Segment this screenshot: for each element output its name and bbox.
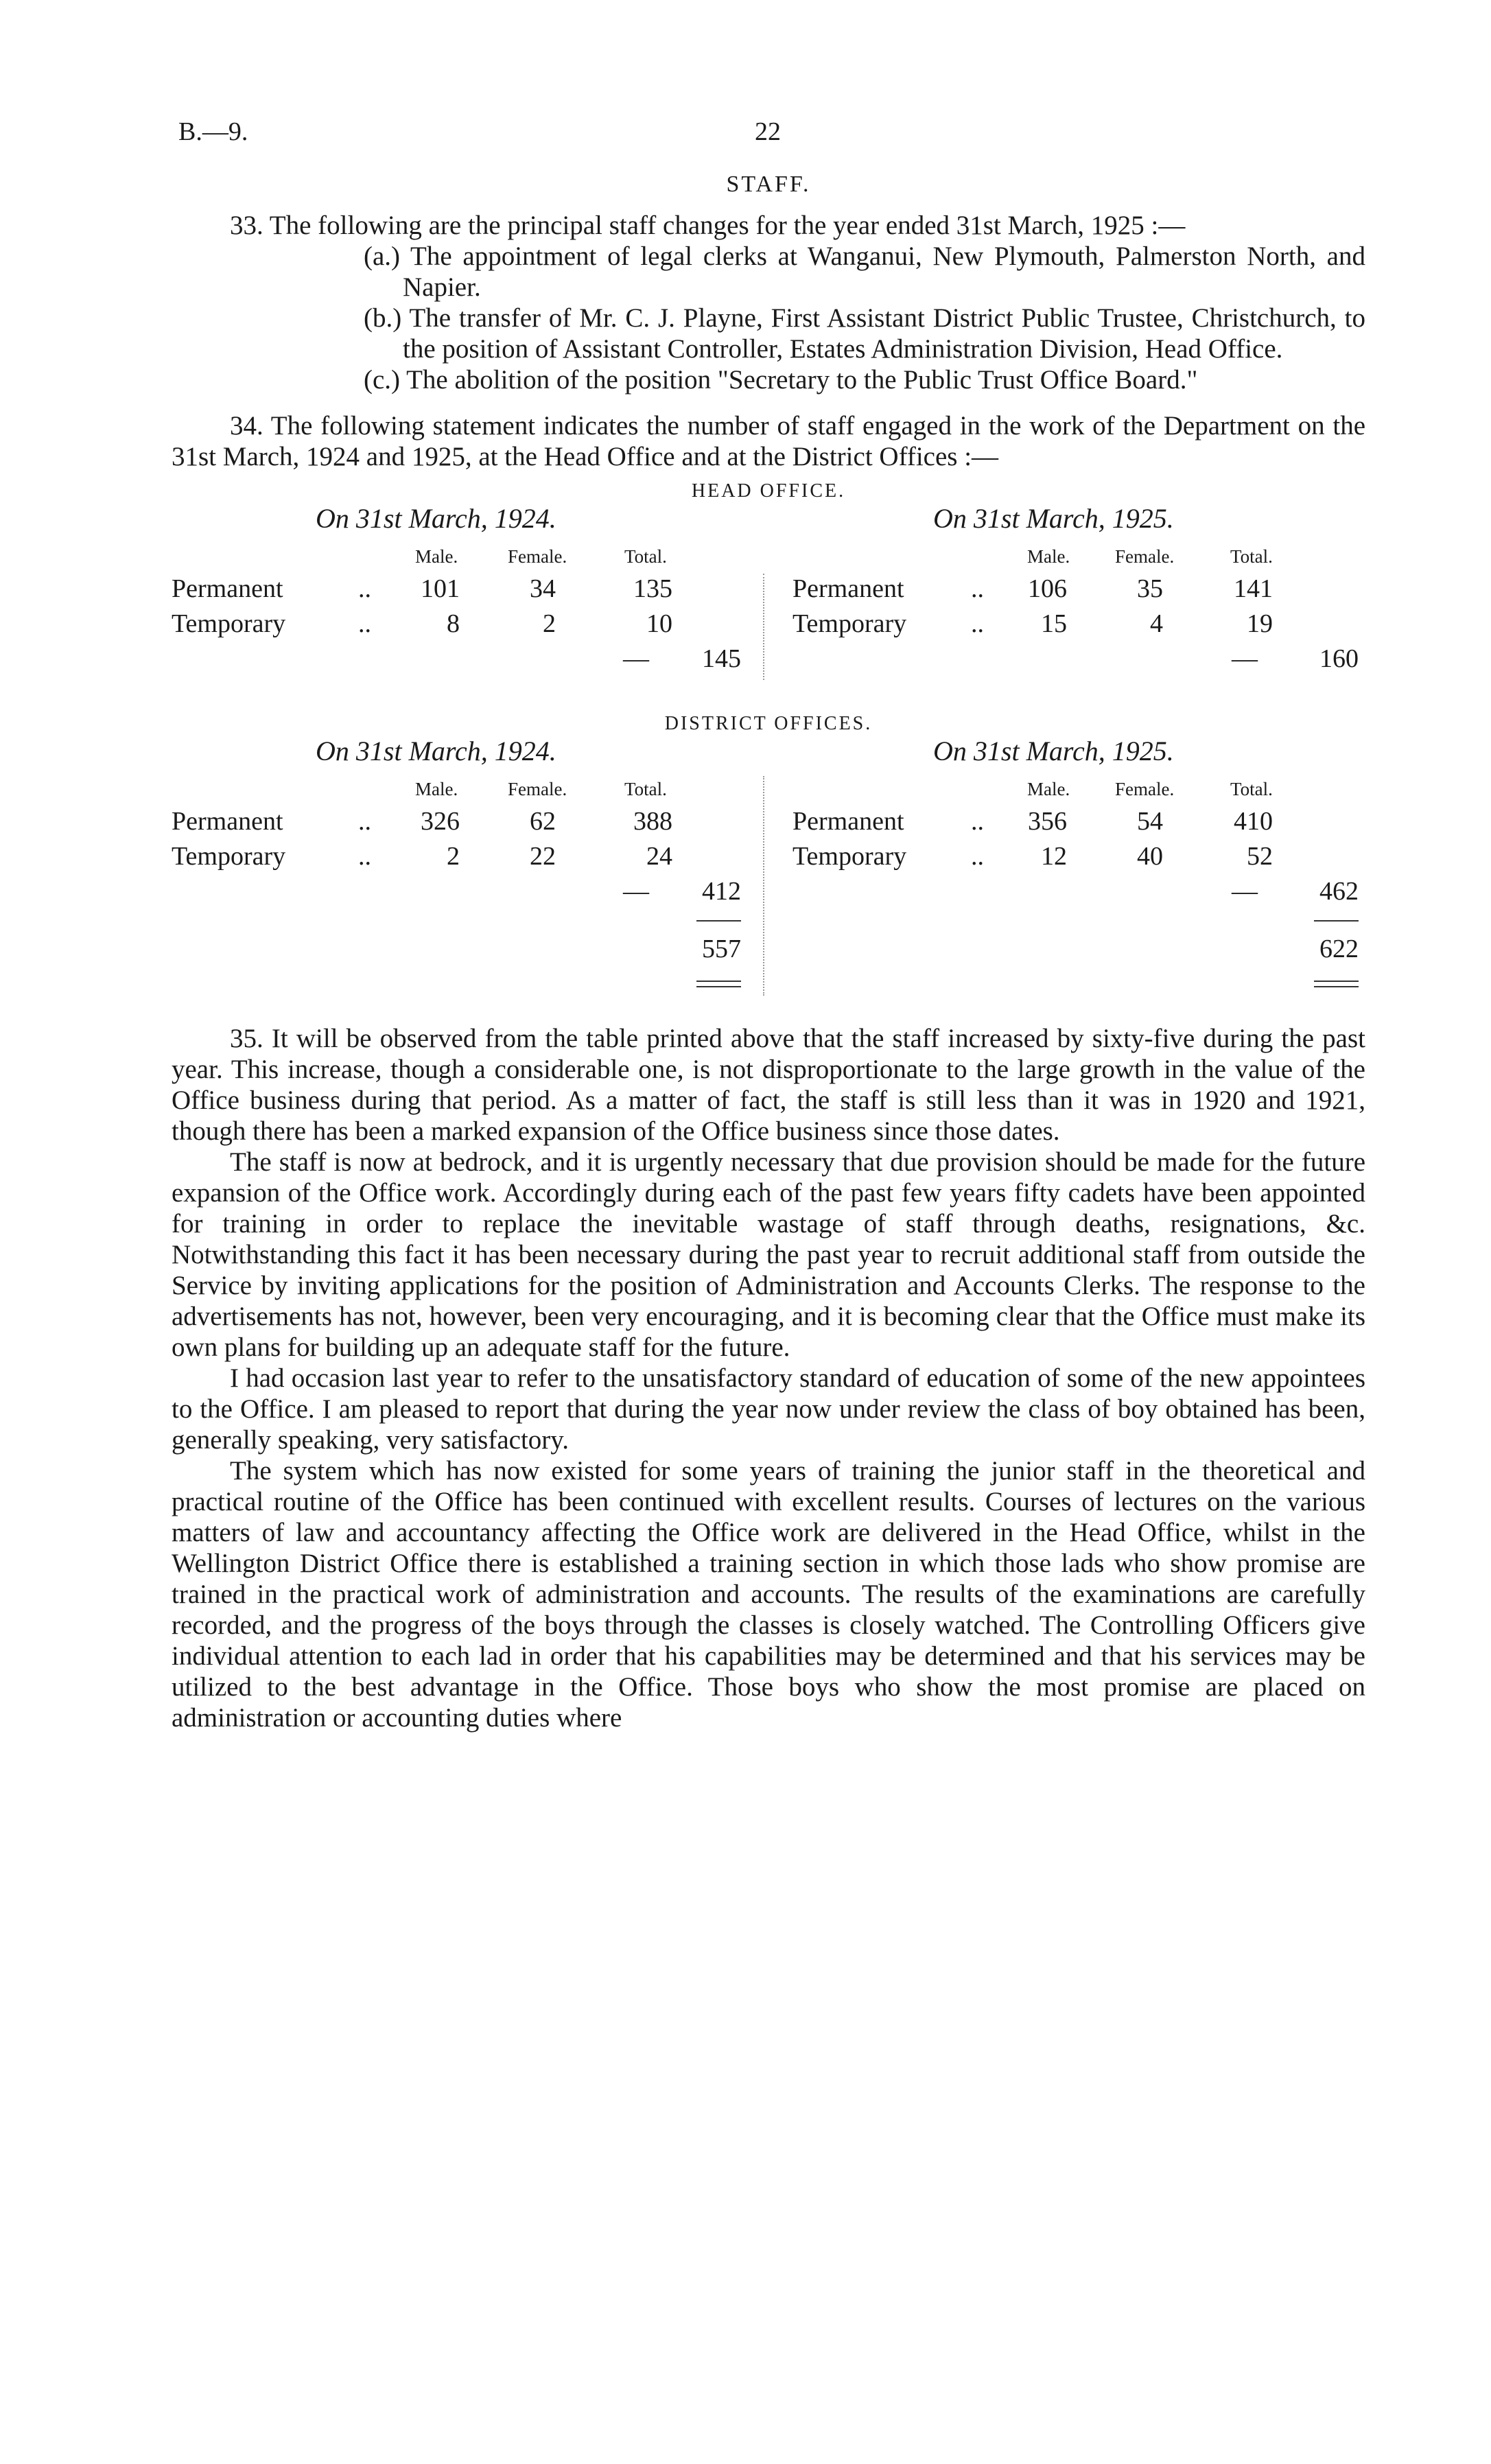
district-right-dash: — — [1232, 877, 1258, 906]
head-left-row-label: Temporary — [172, 609, 286, 638]
para-33-item-a: (a.) The appointment of legal clerks at Wanganui, New Plymouth, Palmerston North, and Napier. — [364, 242, 1365, 302]
column-divider — [763, 574, 764, 680]
district-right-temporary-male: 12 — [1041, 842, 1067, 871]
head-left-permanent-male: 101 — [421, 574, 460, 603]
district-right-temporary-female: 40 — [1137, 842, 1163, 871]
leader-dots: .. — [358, 609, 371, 638]
head-left-caption: On 31st March, 1924. — [316, 503, 556, 534]
report-reference: B.—9. — [178, 117, 248, 146]
head-left-row-label: Permanent — [172, 574, 283, 603]
head-right-col-female: Female. — [1115, 546, 1175, 567]
para-33-intro: 33. The following are the principal staff changes for the year ended 31st March, 1925 :— — [230, 211, 1186, 240]
head-right-col-male: Male. — [1027, 546, 1070, 567]
district-left-caption: On 31st March, 1924. — [316, 736, 556, 766]
para-34: 34. The following statement indicates the number of staff engaged in the work of the Department on the 31st March, 1924 and 1925, at the Head Office and at the District Offices :— — [172, 411, 1365, 471]
leader-dots: .. — [358, 807, 371, 836]
district-left-col-male: Male. — [415, 779, 458, 799]
district-left-col-total: Total. — [624, 779, 667, 799]
section-title: STAFF. — [726, 172, 811, 197]
district-right-permanent-female: 54 — [1137, 807, 1163, 836]
sum-rule — [1314, 920, 1359, 922]
district-left-row-label: Temporary — [172, 842, 286, 871]
head-right-temporary-male: 15 — [1041, 609, 1067, 638]
head-right-caption: On 31st March, 1925. — [933, 503, 1174, 534]
district-left-permanent-male: 326 — [421, 807, 460, 836]
district-right-row-label: Permanent — [793, 807, 904, 836]
district-left-temporary-male: 2 — [447, 842, 460, 871]
double-rule — [1314, 986, 1359, 987]
head-right-row-label: Permanent — [793, 574, 904, 603]
district-right-temporary-total: 52 — [1247, 842, 1273, 871]
leader-dots: .. — [358, 574, 371, 603]
double-rule — [696, 981, 741, 982]
head-left-grand-total: 145 — [702, 644, 741, 673]
head-left-temporary-male: 8 — [447, 609, 460, 638]
leader-dots: .. — [971, 609, 984, 638]
para-35-training: The system which has now existed for some years of training the junior staff in the theoretical and practical routine of the Office has been continued with excellent results. Courses of lectures on the various matters of law and accountancy affecting the Office work are delivered in the Head Office, whilst in the Wellington District Office there is established a training section in which those lads who show promise are trained in the practical work of administration and accounts. The results of the examinations are carefully recorded, and the progress of the boys through the classes is closely watched. The Controlling Officers give individual attention to each lad in order that his capabilities may be determined and that his services may be utilized to the best advantage in the Office. Those boys who show the most promise are placed on administration or accounting duties where — [172, 1456, 1365, 1733]
district-right-grand-total: 462 — [1319, 877, 1359, 906]
leader-dots: .. — [971, 842, 984, 871]
head-office-title: HEAD OFFICE. — [691, 480, 846, 502]
district-left-temporary-female: 22 — [530, 842, 556, 871]
head-left-temporary-total: 10 — [646, 609, 672, 638]
para-35-education: I had occasion last year to refer to the unsatisfactory standard of education of some of the new appointees to the Office. I am pleased to report that during the year now under review the class of boy obtained has been, generally speaking, very satisfactory. — [172, 1363, 1365, 1455]
head-left-col-total: Total. — [624, 546, 667, 567]
para-33-item-b: (b.) The transfer of Mr. C. J. Playne, First Assistant District Public Trustee, Christchurch, to the position of Assistant Controller, Estates Administration Division, Head Office. — [364, 303, 1365, 364]
district-left-permanent-female: 62 — [530, 807, 556, 836]
district-right-col-total: Total. — [1230, 779, 1273, 799]
head-office-table — [172, 502, 1365, 705]
district-left-row-label: Permanent — [172, 807, 283, 836]
district-left-dash: — — [623, 877, 649, 906]
leader-dots: .. — [358, 842, 371, 871]
district-right-col-female: Female. — [1115, 779, 1175, 799]
head-right-dash: — — [1232, 644, 1258, 673]
head-right-col-total: Total. — [1230, 546, 1273, 567]
leader-dots: .. — [971, 574, 984, 603]
sum-rule — [696, 920, 741, 922]
district-offices-table — [172, 735, 1365, 1023]
district-left-temporary-total: 24 — [646, 842, 672, 871]
head-right-grand-total: 160 — [1319, 644, 1359, 673]
double-rule — [696, 986, 741, 987]
district-right-permanent-total: 410 — [1234, 807, 1273, 836]
district-right-col-male: Male. — [1027, 779, 1070, 799]
district-left-grand-total: 412 — [702, 877, 741, 906]
para-35: 35. It will be observed from the table printed above that the staff increased by sixty-five during the past year. This increase, though a considerable one, is not disproportionate to the large growth in the value of the Office business during that period. As a matter of fact, the staff is still less than it was in 1920 and 1921, though there has been a marked expansion of the Office business since those dates. — [172, 1024, 1365, 1146]
head-left-col-female: Female. — [508, 546, 567, 567]
district-left-permanent-total: 388 — [633, 807, 672, 836]
head-right-permanent-female: 35 — [1137, 574, 1163, 603]
head-left-permanent-female: 34 — [530, 574, 556, 603]
head-right-permanent-total: 141 — [1234, 574, 1273, 603]
head-left-temporary-female: 2 — [543, 609, 556, 638]
page-header — [172, 103, 1365, 158]
district-right-caption: On 31st March, 1925. — [933, 736, 1174, 766]
head-right-permanent-male: 106 — [1028, 574, 1067, 603]
document-page — [172, 103, 1365, 1733]
district-offices-title: DISTRICT OFFICES. — [664, 713, 873, 734]
para-35-staff: The staff is now at bedrock, and it is urgently necessary that due provision should be made for the future expansion of the Office work. Accordingly during each of the past few years fifty cadets have been appointed for training in order to replace the inevitable wastage of staff through deaths, resignations, &c. Notwithstanding this fact it has been necessary during the past year to recruit additional staff from outside the Service by inviting applications for the position of Administration and Accounts Clerks. The response to the advertisements has not, however, been very encouraging, and it is becoming clear that the Office must make its own plans for building up an adequate staff for the future. — [172, 1147, 1365, 1362]
district-left-col-female: Female. — [508, 779, 567, 799]
column-divider — [763, 776, 764, 996]
leader-dots: .. — [971, 807, 984, 836]
district-right-permanent-male: 356 — [1028, 807, 1067, 836]
head-left-dash: — — [623, 644, 649, 673]
district-right-row-label: Temporary — [793, 842, 907, 871]
district-right-overall-total: 622 — [1319, 935, 1359, 963]
head-right-row-label: Temporary — [793, 609, 907, 638]
page-number: 22 — [755, 117, 781, 146]
double-rule — [1314, 981, 1359, 982]
head-left-col-male: Male. — [415, 546, 458, 567]
para-33-item-c: (c.) The abolition of the position "Secretary to the Public Trust Office Board." — [364, 365, 1198, 395]
head-left-permanent-total: 135 — [633, 574, 672, 603]
head-right-temporary-female: 4 — [1150, 609, 1163, 638]
head-right-temporary-total: 19 — [1247, 609, 1273, 638]
district-left-overall-total: 557 — [702, 935, 741, 963]
